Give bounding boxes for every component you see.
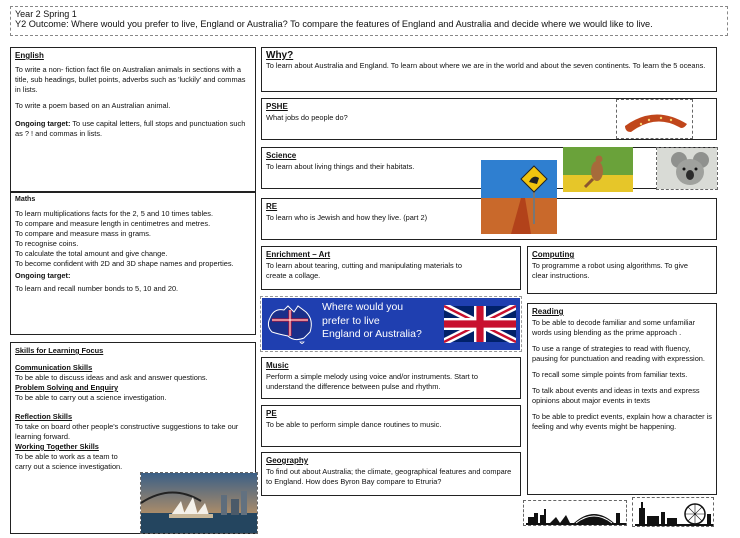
banner-line-1: Where would you [322, 301, 404, 313]
english-text-1: To write a non- fiction fact file on Australian animals in sections with a title, sub headings, bullet points, adverbs such as 'luckily' and commas in lists. [15, 65, 246, 94]
music-text: Perform a simple melody using voice and/or instruments. Start to understand the difference between pulse and rhythm. [266, 372, 478, 391]
skills-heading: Skills for Learning Focus [15, 346, 104, 355]
reflection-label: Reflection Skills [15, 411, 73, 421]
banner-line-2: prefer to live [322, 314, 380, 327]
geography-box [261, 452, 521, 496]
science-text: To learn about living things and their habitats. [266, 162, 415, 171]
english-box [10, 47, 256, 192]
pe-text: To be able to perform simple dance routines to music. [266, 420, 442, 429]
maths-heading: Maths [15, 196, 36, 203]
re-heading: RE [266, 202, 278, 211]
teamwork-text: To be able to work as a team to carry out a science investigation. [15, 451, 123, 471]
maths-item: To become confident with 2D and 3D shape names and properties. [15, 258, 234, 268]
maths-box [10, 192, 256, 335]
reading-heading: Reading [532, 307, 564, 316]
header-box [10, 6, 728, 36]
communication-text: To be able to discuss ideas and ask and answer questions. [15, 372, 208, 382]
pe-box [261, 405, 521, 447]
english-heading: English [15, 51, 44, 60]
science-heading: Science [266, 151, 297, 160]
computing-heading: Computing [532, 250, 575, 259]
reading-paragraph: To use a range of strategies to read with fluency, pausing for punctuation and reading with expression. [532, 343, 705, 363]
reading-paragraph: To talk about events and ideas in texts and express opinions about major events in texts [532, 385, 700, 405]
music-box [261, 357, 521, 399]
problem-solving-text: To be able to carry out a science investigation. [15, 392, 167, 402]
computing-text: To programme a robot using algorithms. To give clear instructions. [532, 261, 688, 280]
english-ongoing-label: Ongoing target: [15, 118, 71, 128]
sydney-skyline-silhouette [523, 500, 627, 526]
maths-item: To compare and measure mass in grams. [15, 228, 151, 238]
kangaroo-image [563, 147, 633, 192]
communication-label: Communication Skills [15, 363, 93, 372]
reading-paragraph: To be able to predict events, explain how a character is feeling and why events might be happening. [532, 411, 712, 431]
koala-image [656, 147, 718, 190]
union-jack-flag-icon [444, 305, 516, 343]
pshe-heading: PSHE [266, 102, 288, 111]
maths-item: To compare and measure length in centimetres and metres. [15, 218, 211, 228]
english-ongoing-text: To use capital letters, full stops and punctuation such as ? ! and commas in lists. [15, 118, 246, 138]
pe-heading: PE [266, 409, 277, 418]
geography-text: To find out about Australia; the climate, geographical features and compare to England. How does Byron Bay compare to Etruria? [266, 467, 512, 486]
problem-solving-label: Problem Solving and Enquiry [15, 382, 119, 392]
australia-map-icon [264, 302, 316, 344]
sydney-opera-house-image [140, 472, 258, 534]
maths-item: To recognise coins. [15, 238, 79, 248]
why-box [261, 47, 717, 92]
teamwork-label: Working Together Skills [15, 441, 99, 451]
outcome-text: Y2 Outcome: Where would you prefer to live, England or Australia? To compare the features of England and Australia and decide where we would like to live. [15, 19, 653, 29]
pshe-text: What jobs do people do? [266, 113, 348, 122]
maths-item: To calculate the total amount and give change. [15, 248, 168, 258]
banner-line-3: England or Australia? [322, 328, 422, 341]
reading-box [527, 303, 717, 495]
why-text: To learn about Australia and England. To learn about where we are in the world and about the seven continents. To learn the 5 oceans. [266, 61, 706, 70]
maths-ongoing-text: To learn and recall number bonds to 5, 10 and 20. [15, 283, 179, 293]
geography-heading: Geography [266, 456, 309, 465]
banner-background [262, 298, 520, 350]
reading-paragraph: To be able to decode familiar and some unfamiliar words using blending as the prime approach . [532, 318, 696, 337]
reflection-text: To take on board other people's constructive suggestions to take our learning forward. [15, 421, 239, 441]
english-text-2: To write a poem based on an Australian animal. [15, 100, 171, 110]
banner-box [260, 296, 522, 352]
computing-box [527, 246, 717, 294]
music-heading: Music [266, 361, 289, 370]
maths-ongoing-label: Ongoing target: [15, 270, 71, 280]
re-text: To learn who is Jewish and how they live. (part 2) [266, 213, 428, 222]
art-text: To learn about tearing, cutting and manipulating materials to create a collage. [266, 261, 462, 280]
reading-paragraph: To recall some simple points from familiar texts. [532, 369, 688, 379]
why-heading: Why? [266, 50, 294, 61]
london-skyline-silhouette [632, 497, 714, 527]
outback-road-sign-image [481, 160, 557, 234]
art-box [261, 246, 521, 290]
boomerang-image [616, 99, 693, 139]
maths-item: To learn multiplications facts for the 2, 5 and 10 times tables. [15, 209, 214, 218]
term-title: Year 2 Spring 1 [15, 9, 77, 19]
art-heading: Enrichment – Art [266, 250, 331, 259]
